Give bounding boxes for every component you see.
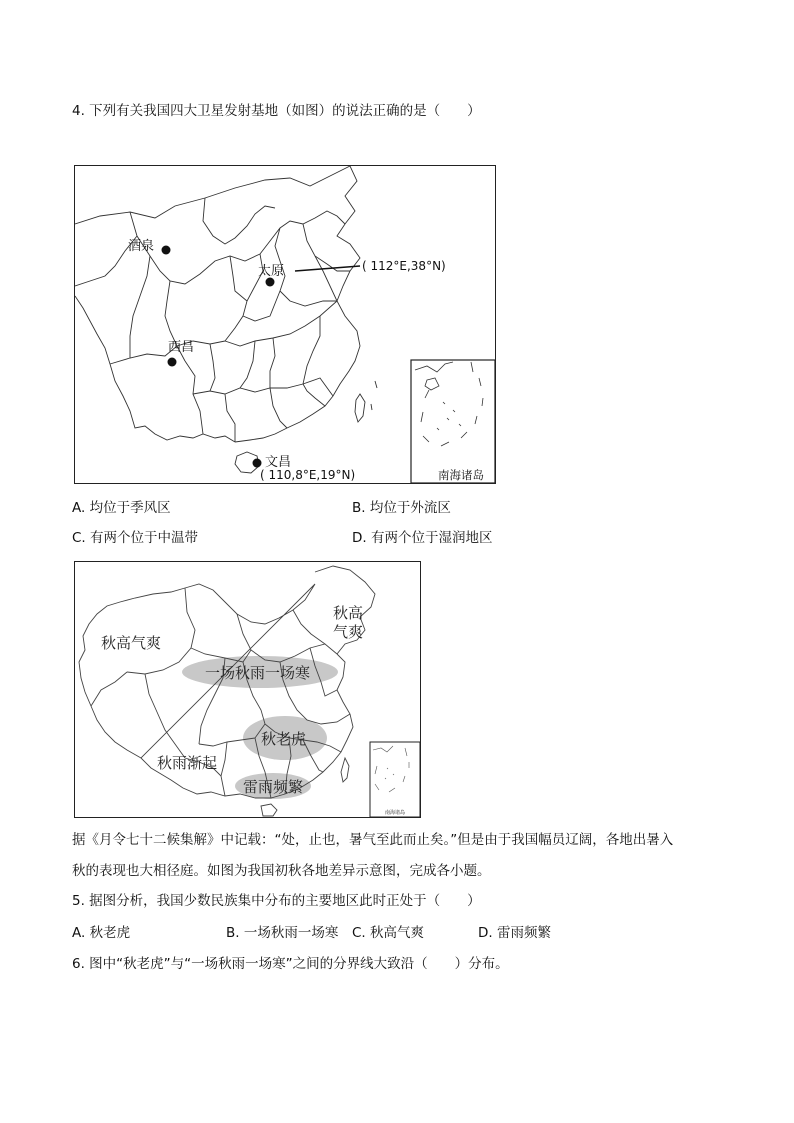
label-northeast-1: 秋高	[333, 604, 364, 622]
xichang-marker	[168, 358, 177, 367]
q5-option-a[interactable]: A. 秋老虎	[72, 925, 131, 941]
label-central: 一场秋雨一场寒	[205, 664, 311, 682]
q4-option-c[interactable]: C. 有两个位于中温带	[72, 530, 199, 546]
taiyuan-coordinate: ( 112°E,38°N)	[362, 259, 446, 273]
jiuquan-marker	[162, 246, 171, 255]
wenchang-marker	[253, 459, 262, 468]
q6-stem: 6. 图中“秋老虎”与“一场秋雨一场寒”之间的分界线大致沿（ ）分布。	[72, 956, 509, 972]
taiyuan-label: 太原	[258, 264, 285, 279]
autumn-map-drawing	[75, 562, 420, 817]
autumn-inset-label: 南海诸岛	[384, 810, 406, 816]
q5-stem: 5. 据图分析，我国少数民族集中分布的主要地区此时正处于（ ）	[72, 893, 481, 909]
label-southeast: 秋老虎	[261, 730, 307, 748]
q4-option-b[interactable]: B. 均位于外流区	[352, 500, 451, 516]
q5-option-c[interactable]: C. 秋高气爽	[352, 925, 425, 941]
autumn-inset	[370, 742, 420, 817]
label-south: 雷雨频繁	[243, 778, 304, 796]
q5-option-d[interactable]: D. 雷雨频繁	[478, 925, 551, 941]
wenchang-coordinate: ( 110,8°E,19°N)	[260, 468, 356, 482]
q4-stem: 4. 下列有关我国四大卫星发射基地（如图）的说法正确的是（ ）	[72, 103, 481, 119]
passage-line-2: 秋的表现也大相径庭。如图为我国初秋各地差异示意图，完成各小题。	[72, 863, 491, 879]
q5-option-b[interactable]: B. 一场秋雨一场寒	[226, 925, 339, 941]
passage-line-1: 据《月令七十二候集解》中记载：“处，止也，暑气至此而止矣。”但是由于我国幅员辽阔，各地出暑入	[72, 832, 674, 848]
satellite-map-drawing	[75, 166, 495, 483]
satellite-inset-label: 南海诸岛	[438, 468, 484, 482]
early-autumn-map	[74, 561, 421, 818]
wenchang-label: 文昌	[265, 455, 292, 470]
q4-option-d[interactable]: D. 有两个位于湿润地区	[352, 530, 493, 546]
q4-option-a[interactable]: A. 均位于季风区	[72, 500, 171, 516]
satellite-base-map	[74, 165, 496, 484]
xichang-label: 西昌	[168, 340, 195, 355]
label-southwest: 秋雨渐起	[157, 754, 218, 772]
jiuquan-label: 酒泉	[128, 239, 155, 254]
south-china-sea-inset	[411, 360, 495, 483]
label-northwest: 秋高气爽	[101, 634, 162, 652]
label-northeast-2: 气爽	[333, 623, 364, 641]
